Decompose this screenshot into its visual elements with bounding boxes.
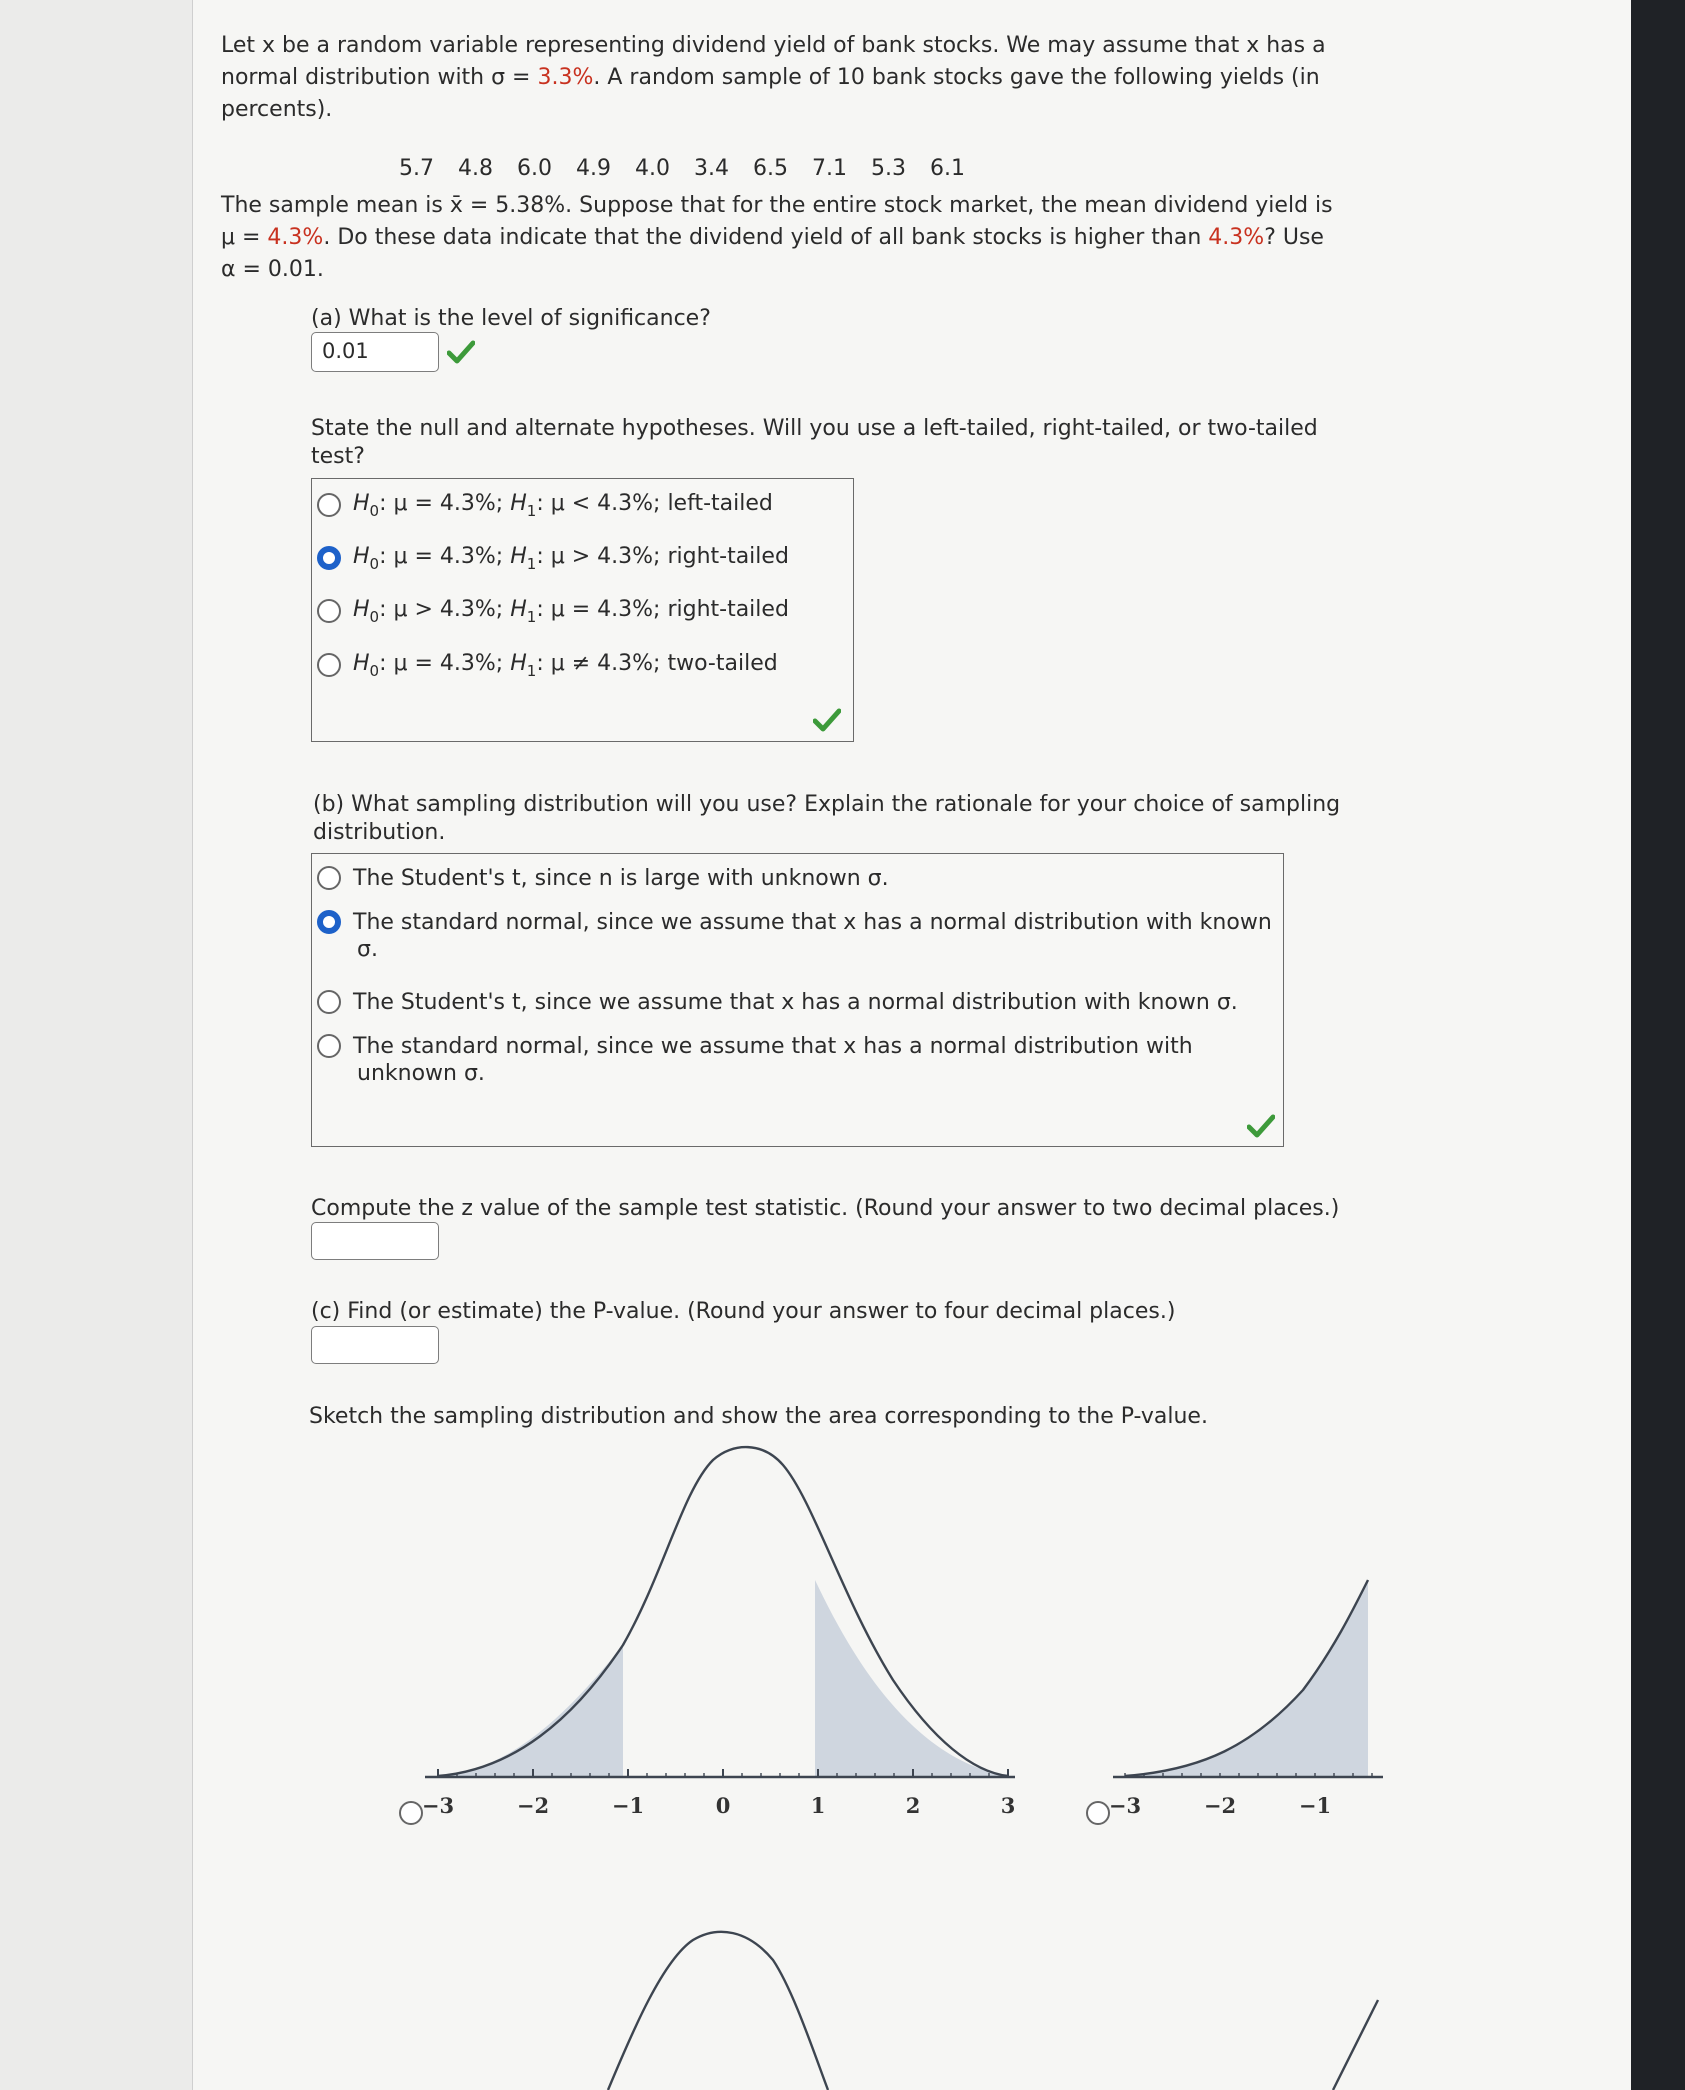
data-value: 4.0 xyxy=(635,156,670,181)
mu-value: 4.3% xyxy=(267,225,324,250)
h1-symbol: H xyxy=(510,596,527,622)
intro-line-3: percents). xyxy=(221,97,333,122)
question-page xyxy=(192,0,1631,2090)
h1-statement: μ < 4.3%; left-tailed xyxy=(550,490,773,516)
axis-tick-label: −2 xyxy=(1203,1793,1237,1818)
data-value: 7.1 xyxy=(812,156,847,181)
hypothesis-label: $H_0$: μ > 4.3%; $H_1$: μ = 4.3%; right-tailed xyxy=(353,596,789,626)
h0-statement: μ = 4.3%; xyxy=(393,490,504,516)
h0-symbol: H xyxy=(353,543,370,569)
axis-tick-label: 3 xyxy=(1000,1793,1016,1818)
background-left-margin xyxy=(0,0,192,2090)
h0-subscript: 0 xyxy=(369,554,380,573)
h0-statement: μ = 4.3%; xyxy=(393,543,504,569)
graph-1-radio xyxy=(400,1802,422,1824)
graph-2-radio xyxy=(1087,1802,1109,1824)
hypothesis-label: $H_0$: μ = 4.3%; $H_1$: μ > 4.3%; right-tailed xyxy=(353,543,789,573)
h1-subscript: 1 xyxy=(526,501,537,520)
axis-tick-label: −3 xyxy=(1108,1793,1142,1818)
h0-subscript: 0 xyxy=(369,661,380,680)
sigma-value: 3.3% xyxy=(537,65,594,90)
axis-tick-label: −1 xyxy=(1298,1793,1332,1818)
hypothesis-label: $H_0$: μ = 4.3%; $H_1$: μ < 4.3%; left-tailed xyxy=(353,490,773,520)
distribution-label-continued: σ. xyxy=(357,937,378,962)
part-b-question-1: (b) What sampling distribution will you use? Explain the rationale for your choice of sampling xyxy=(313,792,1341,817)
h1-subscript: 1 xyxy=(526,607,537,626)
h1-symbol: H xyxy=(510,543,527,569)
distribution-label: The Student's t, since we assume that x has a normal distribution with known σ. xyxy=(353,989,1238,1015)
h0-statement: μ > 4.3%; xyxy=(393,596,504,622)
bell-curve xyxy=(438,1447,1008,1776)
alpha-line: α = 0.01. xyxy=(221,257,324,282)
distribution-label-continued: unknown σ. xyxy=(357,1061,485,1086)
h1-statement: μ = 4.3%; right-tailed xyxy=(550,596,789,622)
h1-statement: μ > 4.3%; right-tailed xyxy=(550,543,789,569)
hypothesis-label: $H_0$: μ = 4.3%; $H_1$: μ ≠ 4.3%; two-tailed xyxy=(353,650,778,680)
axis-tick-label: 0 xyxy=(715,1793,731,1818)
data-value: 3.4 xyxy=(694,156,729,181)
left-tail-shade xyxy=(438,1645,623,1776)
data-value: 6.5 xyxy=(753,156,788,181)
hypotheses-prompt-2: test? xyxy=(311,444,365,469)
distribution-label: The standard normal, since we assume that x has a normal distribution with known xyxy=(353,909,1272,935)
intro-line-1: Let x be a random variable representing dividend yield of bank stocks. We may assume that x has a xyxy=(221,33,1326,58)
hypotheses-prompt-1: State the null and alternate hypotheses. Will you use a left-tailed, right-tailed, or two-tailed xyxy=(311,416,1318,441)
data-value: 6.0 xyxy=(517,156,552,181)
h0-symbol: H xyxy=(353,650,370,676)
right-tail-shade xyxy=(815,1580,1008,1776)
part-c-question: (c) Find (or estimate) the P-value. (Round your answer to four decimal places.) xyxy=(311,1299,1176,1324)
mean-line: The sample mean is x̄ = 5.38%. Suppose that for the entire stock market, the mean dividend yield is xyxy=(221,193,1333,218)
h1-statement: μ ≠ 4.3%; two-tailed xyxy=(550,650,778,676)
bell-curve-partial-4 xyxy=(1333,2000,1378,2090)
mu-value-2: 4.3% xyxy=(1208,225,1265,250)
background-right-edge xyxy=(1630,0,1685,2090)
normal-curve-graph-1[interactable] xyxy=(400,1447,1015,1824)
h0-symbol: H xyxy=(353,596,370,622)
axis-tick-label: −3 xyxy=(421,1793,455,1818)
axis-tick-label: 1 xyxy=(810,1793,826,1818)
axis-tick-label: −2 xyxy=(516,1793,550,1818)
h0-statement: μ = 4.3%; xyxy=(393,650,504,676)
data-value: 5.7 xyxy=(399,156,434,181)
distribution-label: The Student's t, since n is large with unknown σ. xyxy=(353,865,889,891)
h1-symbol: H xyxy=(510,650,527,676)
distribution-label: The standard normal, since we assume that x has a normal distribution with xyxy=(353,1033,1193,1059)
data-value: 4.8 xyxy=(458,156,493,181)
h0-subscript: 0 xyxy=(369,607,380,626)
h1-symbol: H xyxy=(510,490,527,516)
part-a-question: (a) What is the level of significance? xyxy=(311,306,711,331)
data-value: 6.1 xyxy=(930,156,965,181)
bell-curve-partial-3 xyxy=(608,1932,828,2090)
axis-tick-label: 2 xyxy=(905,1793,921,1818)
h0-subscript: 0 xyxy=(369,501,380,520)
sketch-area xyxy=(193,0,1631,2090)
sketch-prompt: Sketch the sampling distribution and show the area corresponding to the P-value. xyxy=(309,1404,1208,1429)
z-prompt: Compute the z value of the sample test statistic. (Round your answer to two decimal places.) xyxy=(311,1196,1340,1221)
normal-curve-graph-2[interactable] xyxy=(1087,1580,1383,1824)
part-b-question-2: distribution. xyxy=(313,820,446,845)
data-value: 5.3 xyxy=(871,156,906,181)
problem-card xyxy=(193,0,1633,2090)
h1-subscript: 1 xyxy=(526,661,537,680)
h1-subscript: 1 xyxy=(526,554,537,573)
left-tail-shade xyxy=(1125,1580,1368,1776)
axis-tick-label: −1 xyxy=(611,1793,645,1818)
mu-line: μ = 4.3%. Do these data indicate that the dividend yield of all bank stocks is higher than 4.3%? Use xyxy=(221,225,1324,250)
data-value: 4.9 xyxy=(576,156,611,181)
h0-symbol: H xyxy=(353,490,370,516)
significance-input[interactable]: 0.01 xyxy=(311,332,439,372)
intro-line-2: normal distribution with σ = 3.3%. A random sample of 10 bank stocks gave the following yields (in xyxy=(221,65,1320,90)
